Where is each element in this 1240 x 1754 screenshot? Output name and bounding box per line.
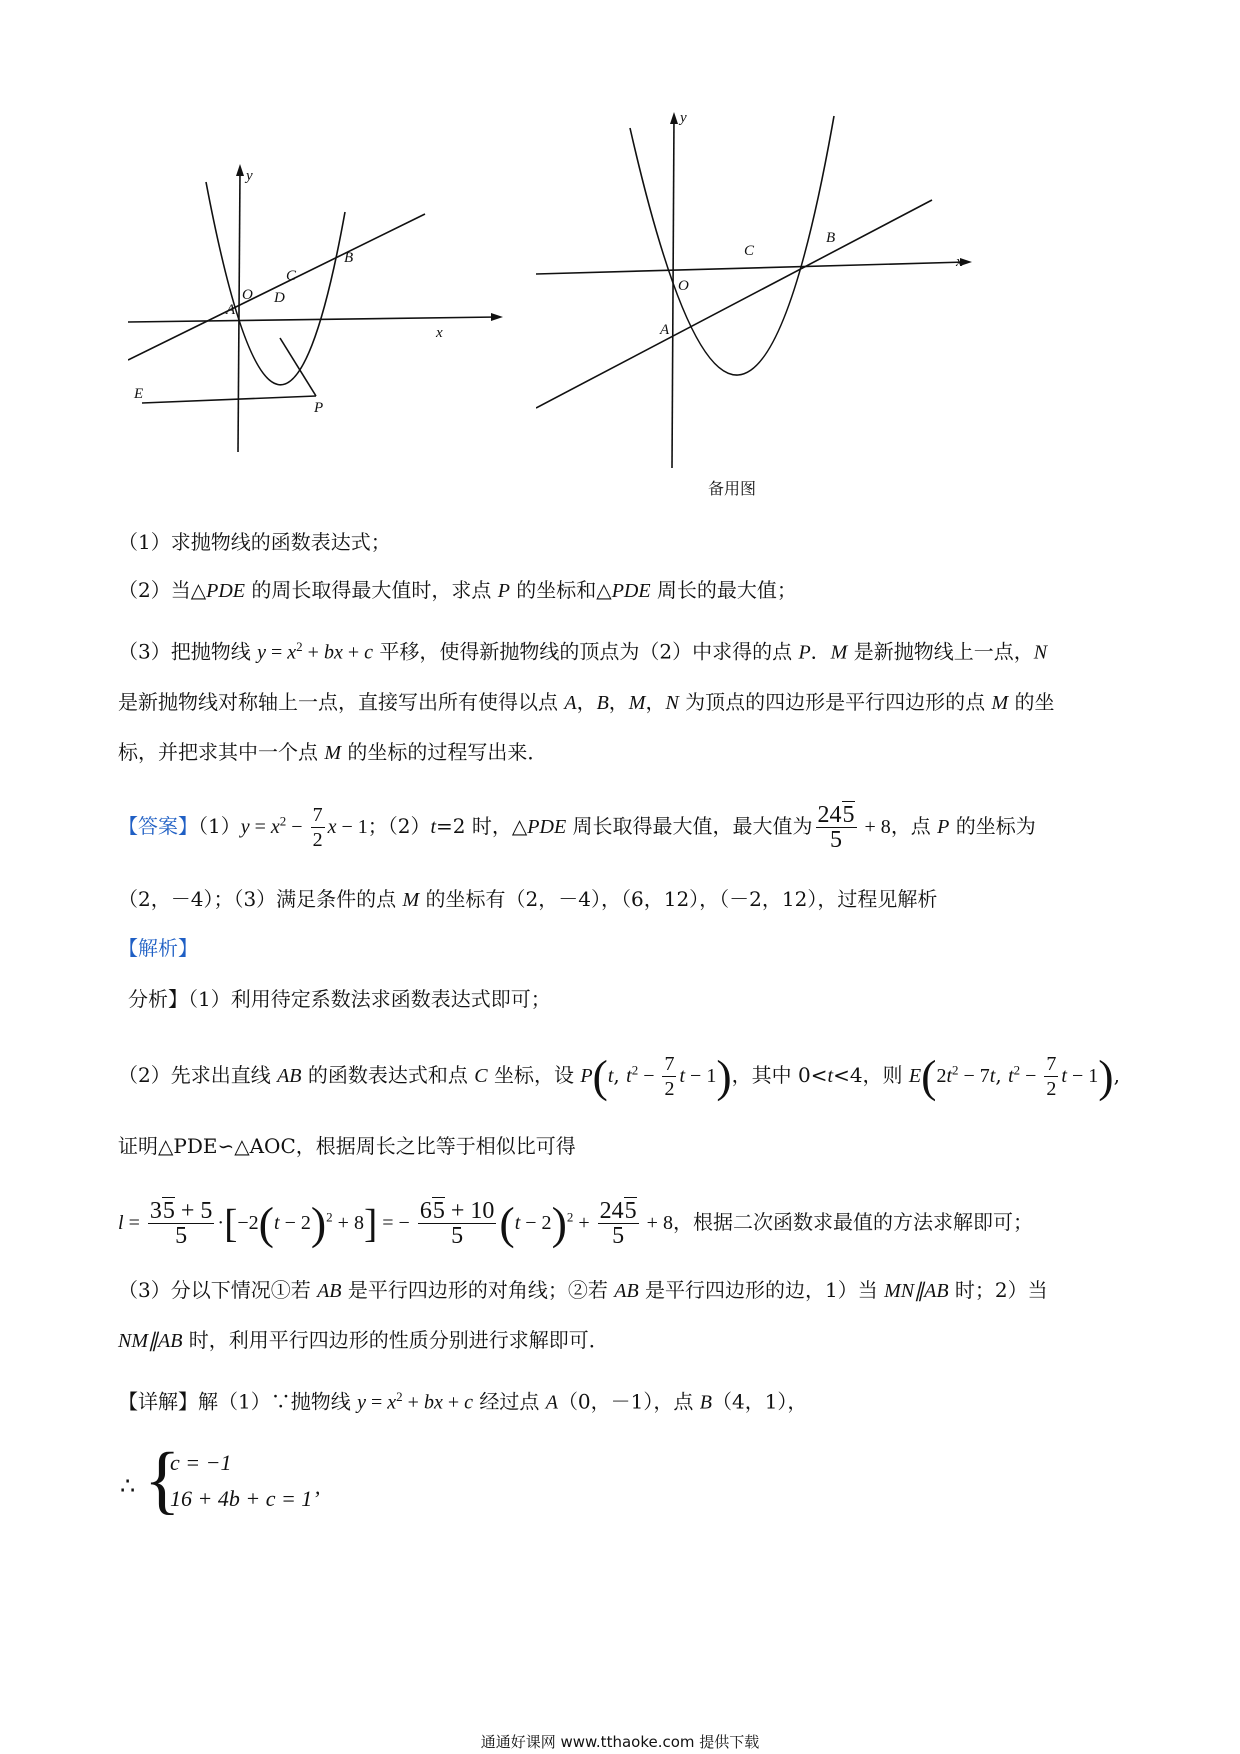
y-axis (238, 172, 240, 452)
label-e: E (134, 386, 144, 402)
label-a: A (660, 322, 670, 338)
label-c: C (744, 243, 755, 259)
label-a: A (226, 302, 236, 318)
footer: 通通好课网 www.tthaoke.com 提供下载 (480, 1733, 760, 1751)
figure-left (128, 152, 508, 462)
equation-2: 16 + 4b + c = 1 (170, 1486, 313, 1511)
question-3-line-1: （3）把抛物线 $y = x^2$ + bx + c 平移，使得新抛物线的顶点为（2）中求得的点 P．M 是新抛物线上一点，N (118, 639, 1048, 664)
detail-line-1: 【详解】解（1）∵抛物线 $y = x^2$ + bx + c 经过点 A（0，－1），点 B（4，1）， (118, 1389, 808, 1414)
figure-right (536, 108, 976, 474)
question-3-line-2: 是新抛物线对称轴上一点，直接写出所有使得以点 A，B，M，N 为顶点的四边形是平行四边形的点 M 的坐 (118, 690, 1055, 714)
question-3-line-3: 标，并把求其中一个点 M 的坐标的过程写出来． (118, 740, 548, 764)
label-x: x (436, 325, 443, 341)
label-p: P (314, 400, 324, 416)
y-axis (672, 116, 674, 468)
label-d: D (274, 290, 285, 306)
figure-caption: 备用图 (708, 479, 757, 498)
label-b: B (826, 230, 836, 246)
parabola (206, 182, 345, 385)
analysis-line-3: 证明△PDE∽△AOC，根据周长之比等于相似比可得 (118, 1134, 576, 1158)
line-ab (128, 214, 425, 360)
analysis-line-4: l = $\frac{35 + 5}{5}$ $\cdot[-2(t - 2)^2 + 8]$ = − $\frac{65 + 10}{5}$ $(t - 2)^2$ + $\frac{245}{5}$ + 8，根据二次函数求最值的方法求解即可； (118, 1197, 1033, 1249)
analysis-line-5: （3）分以下情况①若 AB 是平行四边形的对角线；②若 AB 是平行四边形的边，1）当 MN∥AB 时；2）当 (118, 1278, 1048, 1302)
analysis-line-2: （2）先求出直线 AB 的函数表达式和点 C 坐标，设 P(t, $t^2$ − $\frac{7}{2}$ t − 1)，其中 0<t<4，则 $E(2t^2 - 7t$, $t^2$ − $\frac{7}{2}$ t − 1), (118, 1050, 1120, 1102)
x-axis (128, 317, 498, 322)
label-b: B (344, 250, 354, 266)
label-y: y (680, 110, 687, 126)
x-axis (536, 262, 966, 274)
label-o: O (678, 278, 689, 294)
question-1: （1）求抛物线的函数表达式； (118, 530, 391, 554)
line-ab (536, 200, 932, 408)
segment-ep (142, 396, 316, 403)
analysis-tag: 【解析】 (118, 936, 198, 960)
analysis-line-1: 分析】（1）利用待定系数法求函数表达式即可； (128, 987, 551, 1011)
label-x: x (956, 254, 963, 270)
therefore-symbol: ∴ (120, 1474, 136, 1500)
answer-tag: 【答案】 (118, 814, 198, 838)
label-o: O (242, 287, 253, 303)
analysis-line-6: NM∥AB 时，利用平行四边形的性质分别进行求解即可． (118, 1328, 609, 1352)
label-c: C (286, 268, 297, 284)
answer-line-2: （2，－4）；（3）满足条件的点 M 的坐标有（2，－4），（6，12），（－2，12），过程见解析 (118, 887, 938, 911)
equation-1: c = −1 (170, 1450, 232, 1475)
answer-line-1: 【答案】$(1)y = x^2$ − $\frac{7}{2}$ x − 1；（2）t=2 时，△PDE 周长取得最大值，最大值为 $\frac{245}{5}$ + 8，点 P 的坐标为 (118, 802, 1036, 853)
label-y: y (246, 168, 253, 184)
question-2: （2）当△PDE 的周长取得最大值时，求点 P 的坐标和△PDE 周长的最大值； (118, 578, 797, 602)
